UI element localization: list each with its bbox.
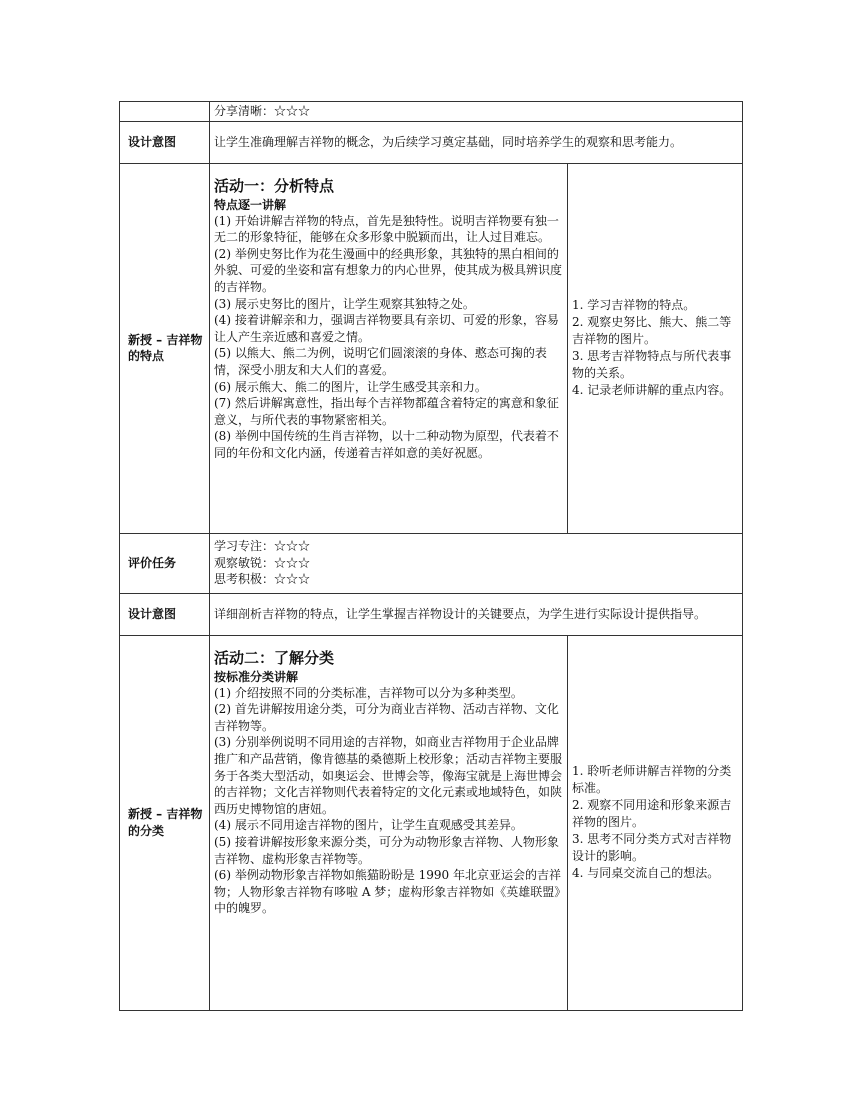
- classes-row: [120, 635, 743, 1010]
- classes-teacher-cell: [210, 635, 568, 1010]
- activity-two-title: 活动二：了解分类: [214, 648, 335, 667]
- evaluation-line: 思考积极：☆☆☆: [214, 572, 311, 587]
- activity-two-subtitle: 按标准分类讲解: [214, 669, 299, 684]
- design-intent-text: 详细剖析吉祥物的特点，让学生掌握吉祥物设计的关键要点，为学生进行实际设计提供指导。: [210, 593, 743, 635]
- features-teacher-cell: [210, 163, 568, 533]
- classes-student-cell: [568, 635, 743, 1010]
- student-item: 4. 记录老师讲解的重点内容。: [572, 383, 732, 398]
- activity-one-title: 活动一：分析特点: [214, 176, 335, 195]
- design-intent-row-2: [120, 593, 743, 635]
- features-paragraph: (8) 举例中国传统的生肖吉祥物，以十二种动物为原型，代表着不同的年份和文化内涵，传递着吉祥如意的美好祝愿。: [214, 429, 559, 460]
- design-intent-label: 设计意图: [120, 593, 210, 635]
- activity-one-subtitle: 特点逐一讲解: [214, 197, 287, 212]
- share-clarity-text: 分享清晰：☆☆☆: [210, 102, 743, 122]
- classes-paragraph: (1) 介绍按照不同的分类标准，吉祥物可以分为多种类型。: [214, 685, 523, 700]
- classes-paragraph: (2) 首先讲解按用途分类，可分为商业吉祥物、活动吉祥物、文化吉祥物等。: [214, 702, 559, 733]
- features-student-cell: [568, 163, 743, 533]
- student-item: 1. 学习吉祥物的特点。: [572, 298, 696, 313]
- features-paragraph: (2) 举例史努比作为花生漫画中的经典形象，其独特的黑白相间的外貌、可爱的坐姿和富有想象力的内心世界，使其成为极具辨识度的吉祥物。: [214, 246, 563, 294]
- classes-paragraph: (5) 接着讲解按形象来源分类，可分为动物形象吉祥物、人物形象吉祥物、虚构形象吉祥物等。: [214, 834, 559, 866]
- student-item: 2. 观察不同用途和形象来源吉祥物的图片。: [572, 798, 732, 830]
- classes-paragraph: (6) 举例动物形象吉祥物如熊猫盼盼是 1990 年北京亚运会的吉祥物；人物形象吉祥物有哆啦 A 梦；虚构形象吉祥物如《英雄联盟》中的魄罗。: [214, 868, 561, 916]
- classes-label: 新授 – 吉祥物的分类: [120, 635, 210, 1010]
- student-item: 1. 聆听老师讲解吉祥物的分类标准。: [572, 764, 732, 796]
- empty-label-cell: [120, 102, 210, 122]
- features-paragraph: (3) 展示史努比的图片，让学生观察其独特之处。: [214, 296, 475, 311]
- features-paragraph: (7) 然后讲解寓意性，指出每个吉祥物都蕴含着特定的寓意和象征意义，与所代表的事物紧密相关。: [214, 396, 559, 427]
- classes-paragraph: (4) 展示不同用途吉祥物的图片，让学生直观感受其差异。: [214, 818, 523, 833]
- evaluation-cell: [210, 533, 743, 593]
- design-intent-text: 让学生准确理解吉祥物的概念，为后续学习奠定基础，同时培养学生的观察和思考能力。: [210, 121, 743, 163]
- features-row: [120, 163, 743, 533]
- share-row: [120, 102, 743, 122]
- classes-paragraph: (3) 分别举例说明不同用途的吉祥物，如商业吉祥物用于企业品牌推广和产品营销，像肯德基的桑德斯上校形象；活动吉祥物主要服务于各类大型活动，如奥运会、世博会等，像海宝就是上海世博会的吉祥物；文化吉祥物则代表着特定的文化元素或地域特色，如陕西历史博物馆的唐妞。: [214, 735, 563, 816]
- student-item: 2. 观察史努比、熊大、熊二等吉祥物的图片。: [572, 315, 732, 347]
- design-intent-row-1: [120, 121, 743, 163]
- features-paragraph: (6) 展示熊大、熊二的图片，让学生感受其亲和力。: [214, 379, 487, 394]
- evaluation-line: 学习专注：☆☆☆: [214, 539, 311, 554]
- design-intent-label: 设计意图: [120, 121, 210, 163]
- lesson-plan-table: [119, 101, 743, 1011]
- student-item: 3. 思考不同分类方式对吉祥物设计的影响。: [572, 832, 732, 864]
- student-item: 4. 与同桌交流自己的想法。: [572, 866, 720, 881]
- evaluation-label: 评价任务: [120, 533, 210, 593]
- features-paragraph: (4) 接着讲解亲和力，强调吉祥物要具有亲切、可爱的形象，容易让人产生亲近感和喜爱之情。: [214, 313, 559, 344]
- student-item: 3. 思考吉祥物特点与所代表事物的关系。: [572, 349, 732, 381]
- features-label: 新授 – 吉祥物的特点: [120, 163, 210, 533]
- features-paragraph: (1) 开始讲解吉祥物的特点，首先是独特性。说明吉祥物要有独一无二的形象特征，能够在众多形象中脱颖而出，让人过目难忘。: [214, 213, 559, 245]
- evaluation-line: 观察敏锐：☆☆☆: [214, 555, 311, 570]
- features-paragraph: (5) 以熊大、熊二为例，说明它们圆滚滚的身体、憨态可掬的表情，深受小朋友和大人们的喜爱。: [214, 346, 547, 377]
- evaluation-row: [120, 533, 743, 593]
